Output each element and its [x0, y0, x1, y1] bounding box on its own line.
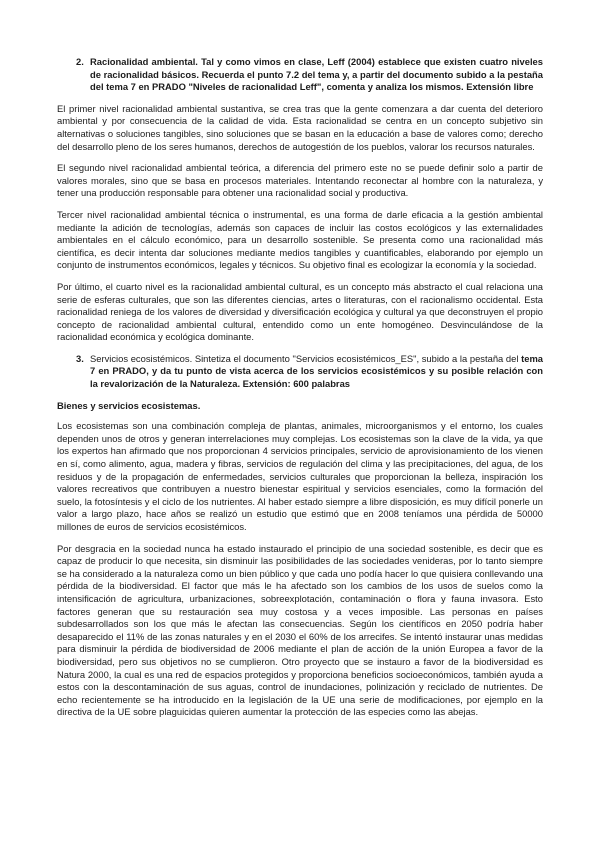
paragraph-level-1: El primer nivel racionalidad ambiental sustantiva, se crea tras que la gente comenzara a dar cuenta del deterioro ambiental y por consecuencia de la calidad de vida. Esta racionalidad se centra en un concepto subjetivo sin alternativas o soluciones tangibles, sino soluciones que se basan en la educación a base de valores como; derecho del desarrollo pleno de los seres humanos, derechos de autogestión de los pueblos, valorar los recursos naturales. [57, 102, 543, 152]
section-heading: Bienes y servicios ecosistemas. [57, 399, 201, 411]
question-3 [57, 353, 543, 391]
question-2-text: Racionalidad ambiental. Tal y como vimos en clase, Leff (2004) establece que existen cuatro niveles de racionalidad básicos. Recuerda el punto 7.2 del tema y, a partir del documento subido a la pestaña del tema 7 en PRADO "Niveles de racionalidad Leff", comenta y analiza los mismos. Extensión libre [90, 56, 543, 93]
question-3-text-plain: Servicios ecosistémicos. Sintetiza el documento "Servicios ecosistémicos_ES", subido a la pestaña del [90, 352, 519, 364]
paragraph-ecosystems: Los ecosistemas son una combinación compleja de plantas, animales, microorganismos y el entorno, los cuales dependen unos de otros y generan interrelaciones muy complejas. Los ecosistemas son la clave de la vida, ya que los expertos han afirmado que nos proporcionan 4 servicios principales, servicio de aprovisionamiento de los vienen en sí, como alimento, agua, madera y fibras, servicios de regulación del clima y las precipitaciones, del agua, de los residuos y de la propagación de enfermedades, servicios culturales que proporcionan la belleza, inspiración los valores recreativos que contribuyen a nuestro bienestar espiritual y servicios esenciales, como la formación del suelo, la fotosíntesis y el ciclo de los nutrientes. Al haber estado siempre a libre disposición, es muy difícil ponerle un valor a largo plazo, hace años se realizó un estudio que estimó que en 2008 teníamos una pérdida de 50000 millones de euros de servicios ecosistémicos. [57, 420, 543, 532]
paragraph-level-4: Por último, el cuarto nivel es la racionalidad ambiental cultural, es un concepto más abstracto el cual relaciona una serie de esferas culturales, que son las diferentes ciencias, artes o literaturas, con el racionalismo occidental. Esta racionalidad reniega de los valores de diversidad y diversificación ecológica y cultural ya que deconstruyen el propio concepto de racionalidad ambiental cultural, entendido como un ente homogéneo. Desvinculándose de la racionalidad económica y ecológica dominante. [57, 280, 543, 343]
paragraph-sustainability: Por desgracia en la sociedad nunca ha estado instaurado el principio de una sociedad sostenible, es decir que es capaz de producir lo que necesita, sin disminuir las posibilidades de las sociedades venideras, por lo tanto siempre se ha considerado a la naturaleza como un bien público y que cada uno podía hacer lo que quisiera conllevando una pérdida de la biodiversidad. El factor que más le ha afectado son los cambios de los usos de suelos como la intensificación de agricultura, urbanizaciones, sobreexplotación, contaminación o flora y fauna invasora. Esto factores generan que su restauración sea muy costosa y a veces imposible. Las personas en países subdesarrollados son los que más le afectan las consecuencias. Según los científicos en 2050 podría haber desaparecido el 11% de las zonas naturales y en el 2030 el 60% de los arrecifes. Se intentó instaurar unas medidas para disminuir la pérdida de biodiversidad de 2006 mediante el plan de acción de la unión Europea a favor de la biodiversidad, pero sus objetivos no se cumplieron. Otro proyecto que se instauro a favor de la biodiversidad es Natura 2000, la cual es una red de espacios protegidos y proporciona beneficios socioeconómicos, también ayuda a estos con la descontaminación de sus aguas, control de inundaciones, polinización y reciclado de nutrientes. De echo recientemente se ha introducido en la legislación de la UE una serie de modificaciones, por ejemplo en la directiva de la UE sobre plaguicidas quieren aumentar la protección de las especies como las abejas. [57, 542, 543, 718]
question-3-number: 3. [76, 352, 84, 364]
paragraph-level-3: Tercer nivel racionalidad ambiental técnica o instrumental, es una forma de darle eficacia a la gestión ambiental mediante la adición de tecnologías, además son capaces de incluir las costos ecológicos y las externalidades ambientales en el cálculo económico, para un desarrollo sostenible. Se presenta como una racionalidad más científica, es decir intenta dar soluciones mediante medios tangibles y cuantificables, elaborando por ejemplo un conjunto de instrumentos económicos, legales y técnicos. Su objetivo final es ecologizar la economía y la sociedad. [57, 208, 543, 271]
question-3-text-bold: tema 7 en PRADO, y da tu punto de vista acerca de los servicios ecosistémicos y su posible relación con la revalorización de la Naturaleza. Extensión: 600 palabras [90, 352, 543, 390]
document-page [57, 56, 543, 728]
paragraph-level-2: El segundo nivel racionalidad ambiental teórica, a diferencia del primero este no se puede definir solo a partir de valores morales, sino que se basa en procesos materiales. Intentando reconectar al hombre con la naturaleza, y tener una producción responsable para obtener una racionalidad social y productiva. [57, 162, 543, 199]
question-3-text [90, 353, 543, 391]
question-2-number: 2. [76, 56, 84, 67]
question-2 [57, 56, 543, 94]
